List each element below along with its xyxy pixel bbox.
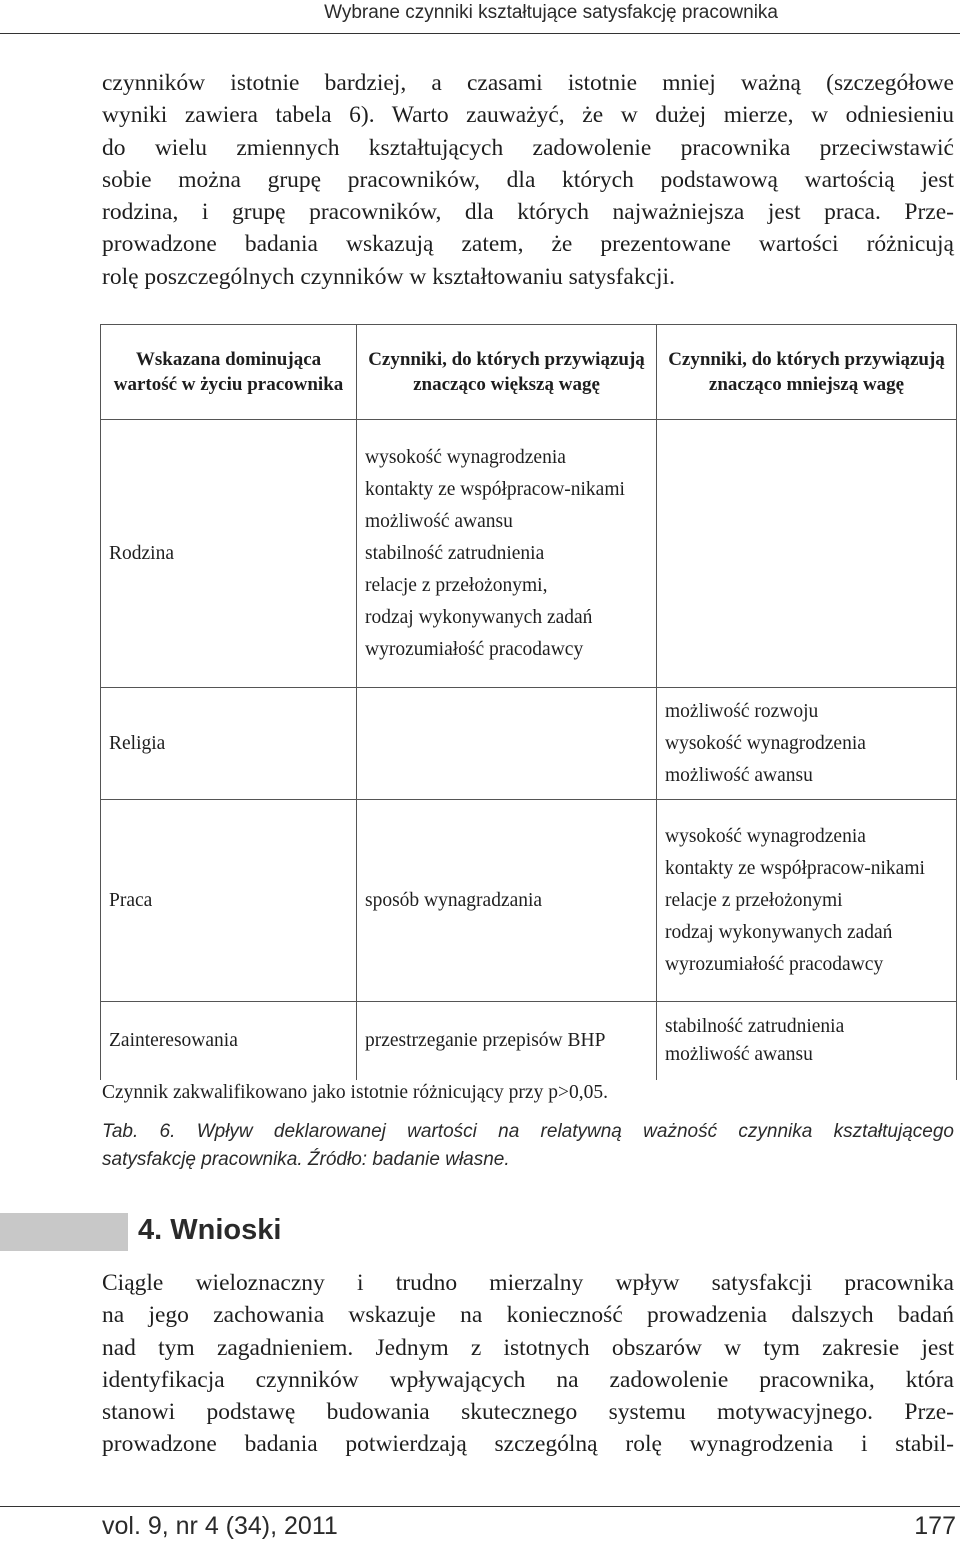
text-line: wyniki zawiera tabela 6). Warto zauważyć, że w dużej mierze, w odniesieniu <box>102 102 954 129</box>
table-row <box>101 800 957 1002</box>
running-head: Wybrane czynniki kształtujące satysfakcję pracownika <box>0 0 960 34</box>
lesser-cell <box>657 688 957 800</box>
greater-cell <box>357 1002 657 1080</box>
factor-item: relacje z przełożonymi, <box>365 574 548 596</box>
greater-cell <box>357 688 657 800</box>
factor-item: kontakty ze współpracow-nikami <box>365 478 625 500</box>
caption-line: Tab. 6. Wpływ deklarowanej wartości na relatywną ważność czynnika kształtującego <box>102 1121 954 1142</box>
factor-item: stabilność zatrudnienia <box>665 1015 845 1037</box>
table-row <box>101 420 957 688</box>
table-row <box>101 688 957 800</box>
factor-item: kontakty ze współpracow-nikami <box>665 857 925 879</box>
lesser-cell <box>657 800 957 1002</box>
section-heading: 4. Wnioski <box>138 1214 282 1246</box>
value-cell: Zainteresowania <box>101 1002 357 1080</box>
factor-item: możliwość awansu <box>365 510 513 532</box>
value-cell: Rodzina <box>101 420 357 688</box>
factor-item: wysokość wynagrodzenia <box>665 825 866 847</box>
factor-item: możliwość rozwoju <box>665 700 819 722</box>
factor-item: relacje z przełożonymi <box>665 889 843 911</box>
header-dominant-value: Wskazana dominująca wartość w życiu pracownika <box>101 325 357 420</box>
lesser-cell <box>657 420 957 688</box>
factor-item: przestrzeganie przepisów BHP <box>365 1029 606 1051</box>
factor-item: wysokość wynagrodzenia <box>365 446 566 468</box>
factor-item: stabilność zatrudnienia <box>365 542 545 564</box>
greater-cell <box>357 800 657 1002</box>
factor-item: możliwość awansu <box>665 1043 813 1065</box>
footer-rule <box>0 1506 960 1507</box>
value-cell: Praca <box>101 800 357 1002</box>
text-line: nad tym zagadnieniem. Jednym z istotnych obszarów w tym zakresie jest <box>102 1334 954 1361</box>
journal-info: vol. 9, nr 4 (34), 2011 <box>102 1512 338 1540</box>
factor-item: wyrozumiałość pracodawcy <box>665 953 884 975</box>
section-marker-bar <box>0 1213 128 1251</box>
table-row <box>101 1002 957 1080</box>
factor-item: rodzaj wykonywanych zadań <box>665 921 893 943</box>
text-line: na jego zachowania wskazuje na konieczność prowadzenia dalszych badań <box>102 1302 954 1329</box>
value-cell: Religia <box>101 688 357 800</box>
header-greater-weight: Czynniki, do których przywiązują znacząco większą wagę <box>357 325 657 420</box>
text-line: prowadzone badania wskazują zatem, że prezentowane wartości różnicują <box>102 231 954 258</box>
lesser-cell <box>657 1002 957 1080</box>
top-paragraph <box>102 67 954 293</box>
factor-item: sposób wynagradzania <box>365 889 543 911</box>
text-line: rodzina, i grupę pracowników, dla których najważniejsza jest praca. Prze- <box>102 199 954 226</box>
table-caption <box>102 1118 954 1174</box>
text-line: rolę poszczególnych czynników w kształtowaniu satysfakcji. <box>102 263 675 290</box>
bottom-paragraph <box>102 1267 954 1461</box>
text-line: sobie można grupę pracowników, dla których podstawową wartością jest <box>102 166 954 193</box>
text-line: stanowi podstawę budowania skutecznego systemu motywacyjnego. Prze- <box>102 1399 954 1426</box>
page-number: 177 <box>914 1512 956 1540</box>
factor-item: rodzaj wykonywanych zadań <box>365 606 593 628</box>
text-line: czynników istotnie bardziej, a czasami istotnie mniej ważną (szczegółowe <box>102 70 954 96</box>
factor-item: wyrozumiałość pracodawcy <box>365 638 584 660</box>
text-line: do wielu zmiennych kształtujących zadowolenie pracownika przeciwstawić <box>102 134 954 161</box>
factors-table <box>100 324 957 1080</box>
table-note: Czynnik zakwalifikowano jako istotnie różnicujący przy p>0,05. <box>102 1082 608 1103</box>
text-line: Ciągle wieloznaczny i trudno mierzalny wpływ satysfakcji pracownika <box>102 1270 954 1296</box>
factor-item: możliwość awansu <box>665 764 813 786</box>
header-lesser-weight: Czynniki, do których przywiązują znacząco mniejszą wagę <box>657 325 957 420</box>
text-line: identyfikacja czynników wpływających na zadowolenie pracownika, która <box>102 1366 954 1393</box>
text-line: prowadzone badania potwierdzają szczególną rolę wynagrodzenia i stabil- <box>102 1431 954 1458</box>
factor-item: wysokość wynagrodzenia <box>665 732 866 754</box>
caption-line: satysfakcję pracownika. Źródło: badanie własne. <box>102 1149 510 1170</box>
greater-cell <box>357 420 657 688</box>
